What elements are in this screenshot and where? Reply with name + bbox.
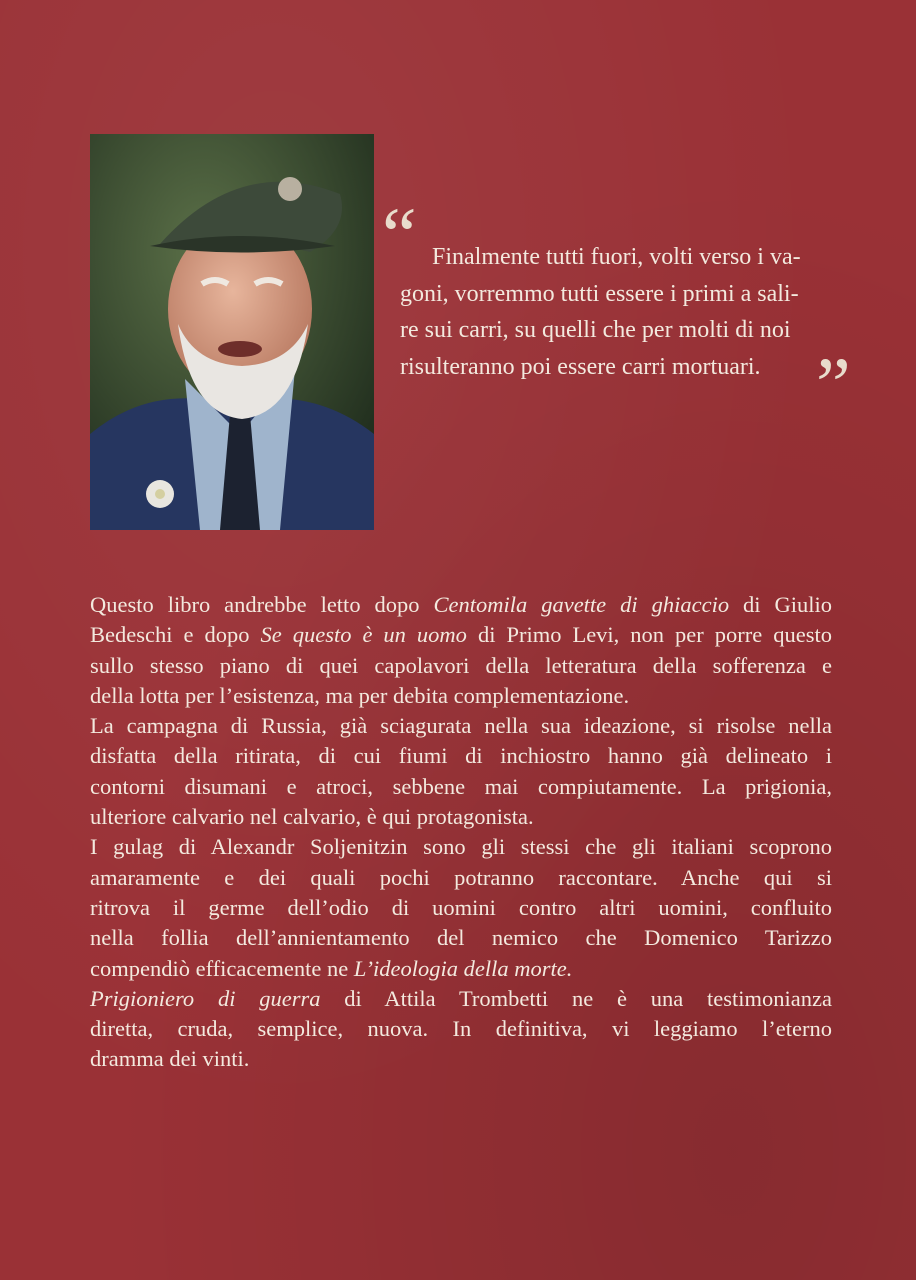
close-quote-mark: ” bbox=[816, 341, 851, 428]
blurb-text bbox=[90, 590, 832, 1075]
text-line: diretta, cruda, semplice, nuova. In definitiva, vi leggiamo l’eterno bbox=[90, 1016, 832, 1042]
text-line: Bedeschi e dopo Se questo è un uomo di Primo Levi, non per porre questo bbox=[90, 622, 832, 648]
book-title: Centomila gavette di ghiaccio bbox=[433, 592, 730, 617]
text-line: dramma dei vinti. bbox=[90, 1046, 250, 1072]
quote-line: risulteranno poi essere carri mortuari. bbox=[400, 353, 761, 380]
text-line: sullo stesso piano di quei capolavori della letteratura della sofferenza e bbox=[90, 652, 832, 678]
text-line: compendiò efficacemente ne L’ideologia della morte. bbox=[90, 955, 573, 981]
text-line: I gulag di Alexandr Soljenitzin sono gli stessi che gli italiani scoprono bbox=[90, 834, 832, 860]
text-line: contorni disumani e atroci, sebbene mai compiutamente. La prigionia, bbox=[90, 773, 832, 799]
text-line: Questo libro andrebbe letto dopo Centomila gavette di ghiaccio di Giulio bbox=[90, 592, 833, 617]
book-title: Prigioniero di guerra bbox=[90, 985, 321, 1011]
author-photo bbox=[90, 134, 374, 530]
text-line: amaramente e dei quali pochi potranno raccontare. Anche qui si bbox=[90, 864, 832, 890]
text-line: della lotta per l’esistenza, ma per debita complementazione. bbox=[90, 682, 630, 708]
text-line: ritrova il germe dell’odio di uomini contro altri uomini, confluito bbox=[90, 894, 832, 920]
text-line: disfatta della ritirata, di cui fiumi di inchiostro hanno già delineato i bbox=[90, 743, 832, 769]
text-line: ulteriore calvario nel calvario, è qui protagonista. bbox=[90, 804, 534, 830]
quote-line: re sui carri, su quelli che per molti di noi bbox=[400, 317, 791, 343]
quote-line: Finalmente tutti fuori, volti verso i va- bbox=[432, 244, 801, 270]
quote bbox=[400, 239, 842, 385]
book-title: Se questo è un uomo bbox=[260, 622, 467, 648]
quote-line: goni, vorremmo tutti essere i primi a sali- bbox=[400, 280, 799, 307]
text-line: Prigioniero di guerra di Attila Trombetti ne è una testimonianza bbox=[90, 985, 832, 1011]
text-line: La campagna di Russia, già sciagurata nella sua ideazione, si risolse nella bbox=[90, 713, 832, 739]
open-quote-mark: “ bbox=[382, 191, 417, 278]
text-line: nella follia dell’annientamento del nemico che Domenico Tarizzo bbox=[90, 925, 832, 951]
book-title: L’ideologia della morte. bbox=[353, 955, 573, 981]
